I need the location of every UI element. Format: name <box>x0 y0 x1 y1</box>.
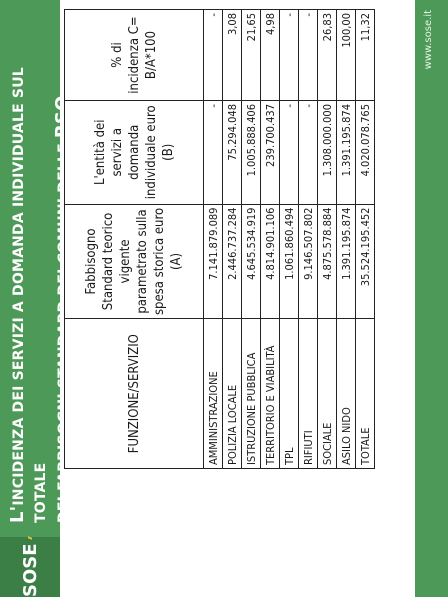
cell-funzione: POLIZIA LOCALE <box>223 319 242 469</box>
table-row <box>337 10 356 469</box>
cell-incidenza: 26,83 <box>318 10 337 101</box>
cell-entita: 239.700.437 <box>261 100 280 204</box>
logo-mark-icon <box>28 536 32 540</box>
cell-funzione: ASILO NIDO <box>337 319 356 469</box>
footer-strip <box>415 0 448 597</box>
cell-fabbisogno: 7.141.879.089 <box>204 204 223 319</box>
cell-incidenza: 4,98 <box>261 10 280 101</box>
cell-funzione: SOCIALE <box>318 319 337 469</box>
title-line-1-text: INCIDENZA DEI SERVIZI A DOMANDA INDIVIDUALE SUL TOTALE <box>11 67 49 523</box>
website-link[interactable]: www.sose.it <box>423 10 434 70</box>
cell-incidenza: 100,00 <box>337 10 356 101</box>
cell-funzione: ISTRUZIONE PUBBLICA <box>242 319 261 469</box>
cell-incidenza: - <box>280 10 299 101</box>
logo-text: SOSE <box>19 543 41 597</box>
table-row <box>299 10 318 469</box>
cell-entita: 4.020.078.765 <box>356 100 375 204</box>
cell-entita: 1.005.888.406 <box>242 100 261 204</box>
col-header-funzione: FUNZIONE/SERVIZIO <box>65 319 204 469</box>
cell-entita: - <box>204 100 223 204</box>
table-row <box>356 10 375 469</box>
cell-fabbisogno: 9.146.507.802 <box>299 204 318 319</box>
cell-fabbisogno: 4.875.578.884 <box>318 204 337 319</box>
cell-incidenza: - <box>299 10 318 101</box>
title-rso: RSO <box>52 95 73 139</box>
header-bar <box>0 0 73 597</box>
table-row <box>223 10 242 469</box>
table-row <box>280 10 299 469</box>
cell-entita: 75.294.048 <box>223 100 242 204</box>
table-row <box>261 10 280 469</box>
cell-fabbisogno: 4.645.534.919 <box>242 204 261 319</box>
cell-fabbisogno: 35.524.195.452 <box>356 204 375 319</box>
cell-fabbisogno: 2.446.737.284 <box>223 204 242 319</box>
cell-funzione: AMMINISTRAZIONE <box>204 319 223 469</box>
cell-funzione: TERRITORIO E VIABILITÀ <box>261 319 280 469</box>
cell-entita: - <box>299 100 318 204</box>
table-header-row <box>65 10 204 469</box>
cell-entita: - <box>280 100 299 204</box>
table-row <box>242 10 261 469</box>
col-header-fabbisogno: Fabbisogno Standard teorico vigente parametrato sulla spesa storica euro (A) <box>65 204 204 319</box>
col-header-entita: L'entità dei servizi a domanda individuale euro (B) <box>65 100 204 204</box>
sose-logo <box>0 537 60 597</box>
cell-entita: 1.391.195.874 <box>337 100 356 204</box>
title-initial: L' <box>7 505 28 523</box>
cell-funzione: TPL <box>280 319 299 469</box>
cell-funzione: TOTALE <box>356 319 375 469</box>
cell-incidenza: 21,65 <box>242 10 261 101</box>
cell-funzione: RIFIUTI <box>299 319 318 469</box>
cell-incidenza: 3,08 <box>223 10 242 101</box>
cell-fabbisogno: 4.814.901.106 <box>261 204 280 319</box>
cell-incidenza: 11,32 <box>356 10 375 101</box>
cell-entita: 1.308.000.000 <box>318 100 337 204</box>
title-line-1 <box>7 3 52 523</box>
incidence-table <box>64 9 375 469</box>
table-row <box>204 10 223 469</box>
cell-incidenza: - <box>204 10 223 101</box>
cell-fabbisogno: 1.391.195.874 <box>337 204 356 319</box>
title-line-2-text: DEI FABBISOGNI STANDARD DEI COMUNI DELLE <box>56 143 72 523</box>
cell-fabbisogno: 1.061.860.494 <box>280 204 299 319</box>
table-row <box>318 10 337 469</box>
col-header-incidenza: % di incidenza C= B/A*100 <box>65 10 204 101</box>
